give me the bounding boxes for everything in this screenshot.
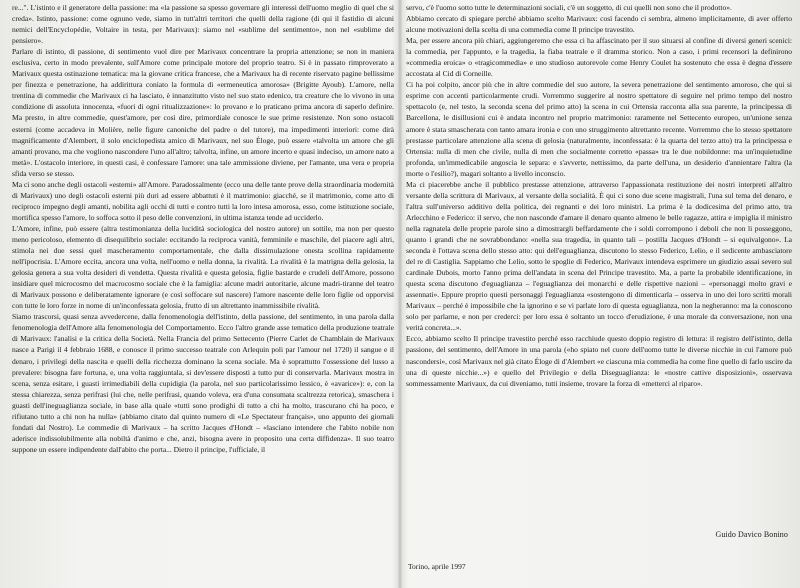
paragraph: Ma ci sono anche degli ostacoli «esterni» all'Amore. Paradossalmente (ecco una delle tante prove della straordinaria modernità di Marivaux) uno degli ostacoli esterni più duri ad essere abbattuti è il matrimonio: giacché, se il matrimonio, come atto di reciproco impegno degli amanti, nobilita agli occhi di tutti e contro tutti la loro intesa amorosa, esso, come istituzione sociale, mortifica spesso l'amore, lo soffoca sotto il peso delle convenzioni, in ultima istanza tende ad ucciderlo. (12, 179, 394, 222)
paragraph: Abbiamo cercato di spiegare perché abbiamo scelto Marivaux: così facendo ci sembra, almeno implicitamente, di aver offerto alcune motivazioni della scelta di una commedia come Il principe travestito. (406, 14, 792, 35)
paragraph: Ecco, abbiamo scelto Il principe travestito perché esso racchiude questo doppio registro di lettura: il registro dell'istinto, della passione, del sentimento, dell'Amore in una parola («ho spiato nel cuore dell'uomo tutte le diverse nicchie in cui l'amore può nascondersi», così Marivaux nel già citato Éloge di d'Alembert «e ciascuna mia commedia ha come fine quello di farlo uscire da una di queste nicchie...») e quello del Privilegio e della Diseguaglianza: le «nostre cattive disposizioni», osservava sommessamente Marivaux, da cui diveniamo, tutti insieme, trovare la forza di «metterci al riparo». (406, 334, 792, 388)
paragraph: re...". L'istinto e il generatore della passione: ma «la passione sa spesso governare gli interessi dell'uomo meglio di quel che si creda». Istinto, passione: come ognuno vede, siamo in tutt'altri territori che quelli della ragione (di qui il fastidio di alcuni nemici dell'Encyclopédie, Voltaire in testa, per Marivaux): siamo nel «sublime del sentimento», non nel «sublime del pensiero». (12, 3, 394, 46)
paragraph: Parlare di istinto, di passione, di sentimento vuol dire per Marivaux concentrare la propria attenzione; se non in maniera esclusiva, certo in modo prevalente, sull'Amore come principale motore del proprio teatro. Si è in passato rimproverato a Marivaux questa ostinazione tematica: ma la giovane critica francese, che a Marivaux ha di recente riservato pagine bellissime per finezza e penetrazione, ha addirittura coniato la formula di «ermeneutica amorosa» (Brigitte Ayoub). L'amore, nella trentina di commedie che Marivaux ci ha lasciato, è innanzitutto visto nel suo stato edenico, tra creature che lo vivono in una condizione di assoluta innocenza, «fuori di ogni ritualizzazione»: lo provano e lo praticano prima ancora di saperlo definire. Ma presto, in altre commedie, quest'amore, per così dire, primordiale conosce le sue prime resistenze. Non sono ostacoli esterni (come accadeva in Molière, nelle figure canoniche del padre o del tutore), ma impedimenti interiori: come dirà magnificamente d'Alembert, il solo enciclopedista amico di Marivaux, nel suo Éloge, può essere «talvolta un amore che gli amanti provano, ma che vogliono nascondere l'uno all'altro; talvolta, infine, un amore incerto e quasi indeciso, un amore nato a metà». L'ostacolo interiore, in questi casi, è confessare l'amore: una tale ammissione diviene, per l'amante, una vera e propria sfida verso se stesso. (12, 47, 394, 178)
paragraph: Ma ci piacerebbe anche il pubblico prestasse attenzione, attraverso l'appassionata restituzione dei nostri interpreti all'altro versante della scrittura di Marivaux, al versante della socialità. È qui ci sono due scene magistrali, l'una sul tema del denaro, e l'altra sull'universo additivo della politica, dei regnanti e dei loro ministri. La prima è la dodicesima del primo atto, tra Arlecchino e Federico: il servo, che non nasconde d'amare il denaro quanto almeno le belle ragazze, attira e impiglia il ministro nella ragnatela delle proprie parole sino a dimostrargli beffardamente che i soldi corrompono i deboli che non li posseggono, quanto i grandi che ne sovrabbondano: «nella sua tragedia, in quanto tali – postilla Jacques d'Hondt – si equivalgono». La seconda è l'ottava scena dello stesso atto: qui dell'eguaglianza, discutono lo stesso Federico, Lelio, e il sedicente ambasciatore del re di Castiglia. Sappiamo che Lelio, sotto le spoglie di Federico, Marivaux intendeva esprimere un giudizio assai severo sul cardinale Dubois, morto l'anno prima dell'andata in scena del Principe travestito. Ma, a parte la probabile identificazione, in questa scena discutono d'eguaglianza – l'eguaglianza dei monarchi e delle rispettive nazioni – «personaggi molto gravi e assennati». Eppure proprio questi personaggi l'eguaglianza «sostengono di dimenticarla – osserva in uno dei loro scritti morali Marivaux – perché è impossibile che la ignorino e se vi parlate loro di questa eguaglianza, non la negheranno: ma la conoscono solo per parlarne, e non per crederci: per loro essa è soltanto un tocco d'erudizione, è una morale da conversazione, non una verità concreta...». (406, 179, 792, 333)
place-date: Torino, aprile 1997 (408, 562, 466, 571)
right-page-text (406, 2, 792, 389)
paragraph: Ci ha poi colpito, ancor più che in altre commedie del suo autore, la severa penetrazione del sentimento amoroso, che qui si esprime con accenti particolarmente crudi. Vorremmo suggerire al nostro spettatore di seguire nel primo tempo del nostro spettacolo (e, nel testo, la seconda scena del primo atto) la scena in cui Ortensia racconta alla sua parente, la principessa di Barcellona, le disillusioni cui è andata incontro nel proprio matrimonio: raramente nel Settecento europeo, un'unione senza amore è stata smascherata con tanto amara ironia e con uno struggimento altrettanto recente. Vorremmo che lo stesso spettatore prestasse particolare attenzione alla scena di gelosia (naturalmente, inconfessata: è la quarta del terzo atto) tra la principessa e Ortensia: nulla di men che civile, nulla di men che socialmente corretto «passa» tra le due nobildonne: ma un'inquietudine profonda, un'immedicabile angoscia le separa: e s'avverte, nettissimo, da parte dell'una, un desiderio d'annientare l'altra (la morte o l'esilio?), magari soltanto a livello inconscio. (406, 80, 792, 178)
paragraph: L'Amore, infine, può essere (altra testimonianza della lucidità sociologica del nostro autore) un sottile, ma non per questo meno pericoloso, elemento di disequilibrio sociale: eccitando la reciproca vanità, femminile e maschile, del piacere agli altri, stimola nei due sessi quel mascheramento comportamentale, che dalla dissimulazione onesta scollina rapidamente nell'ipocrisia. L'Amore eccita, ancora una volta, nell'uomo e nella donna, la rivalità. La rivalità è la matrigna della gelosia, la gelosia genera a sua volta desideri di vendetta. Questa rivalità e questa gelosia, figlie bastarde e crudeli dell'Amore, possono insidiare quel microcosmo del macrocosmo sociale che è la famiglia: alcune madri autoritarie, alcune madri-tiranne del teatro di Marivaux possono e deliberatamente ignorare (e così soffocare sul nascere) l'amore nascente delle loro figlie od opporvisi con tutte le loro forze in nome di un'inconfessata gelosia, frutto di un altrettanto inammissibile rivalità. (12, 223, 394, 311)
left-page (12, 0, 394, 588)
right-page (406, 0, 792, 588)
paragraph: servo, c'è l'uomo sotto tutte le determinazioni sociali, c'è un soggetto, di cui quelli non sono che il prodotto». (406, 3, 732, 12)
book-gutter (398, 0, 402, 588)
paragraph: Siamo trascorsi, quasi senza avvedercene, dalla fenomenologia dell'istinto, della passione, del sentimento, in una parola dalla fenomenologia dell'Amore alla fenomenologia del Comportamento. Ecco l'altro grande asse tematico della produzione teatrale di Marivaux: l'analisi e la critica della Società. Nella Francia del primo Settecento (Pierre Carlet de Chamblain de Marivaux nasce a Parigi il 4 febbraio 1688, e conosce il primo successo teatrale con Arlequin poli par l'amour nel 1720) il sangue e il denaro, i privilegi della nascita e quelli della ricchezza dominano la scena sociale. Ma è soprattutto l'ossessione del lusso a prevalere: bisogna fare fortuna, e, una volta raggiuntala, si dev'essere disposti a tutto pur di conservarla. Marivaux mostra in scena, senza esitare, i guasti irrimediabili della cupidigia (la parola, nel suo particolarissimo lessico, è «avarice»): e, con la stessa chiarezza, senza perifrasi (lui che, nelle perifrasi, quando voleva, era d'una consumata scaltrezza retorica), smaschera i guasti dell'ineguaglianza sociale, in base alla quale «tutti sono prodighi di tutto a chi ha molto, trascurano chi ha poco, e rifiutano tutto a chi non ha nulla» (abbiamo citato dal quinto numero di «Le Spectateur français», uno appunto dei giornali fondati dal Nostro). Le commedie di Marivaux – ha scritto Jacques d'Hondt – «lasciano intendere che l'abito nobile non aderisce indissolubilmente alla nobiltà d'animo e che, anzi, bisogna avere in proposito una certa diffidenza». Il suo teatro suppone un essere indipendente dall'abito che porta... Dietro il principe, l'ufficiale, il (12, 312, 394, 454)
left-page-text (12, 2, 394, 455)
author-signature: Guido Davico Bonino (715, 530, 788, 539)
paragraph: Ma, per essere ancora più chiari, aggiungeremo che essa ci ha affascinato per il suo situarsi al confine di diversi generi scenici: la commedia, per l'appunto, e la tragedia, la fiaba teatrale e il dramma storico. Non a caso, i primi recensori la definirono «commedia eroica» o «tragicommedia» e uno studioso autorevole come Henry Coulet ha sostenuto che essa è degna d'essere accostata al Cid di Corneille. (406, 36, 792, 79)
